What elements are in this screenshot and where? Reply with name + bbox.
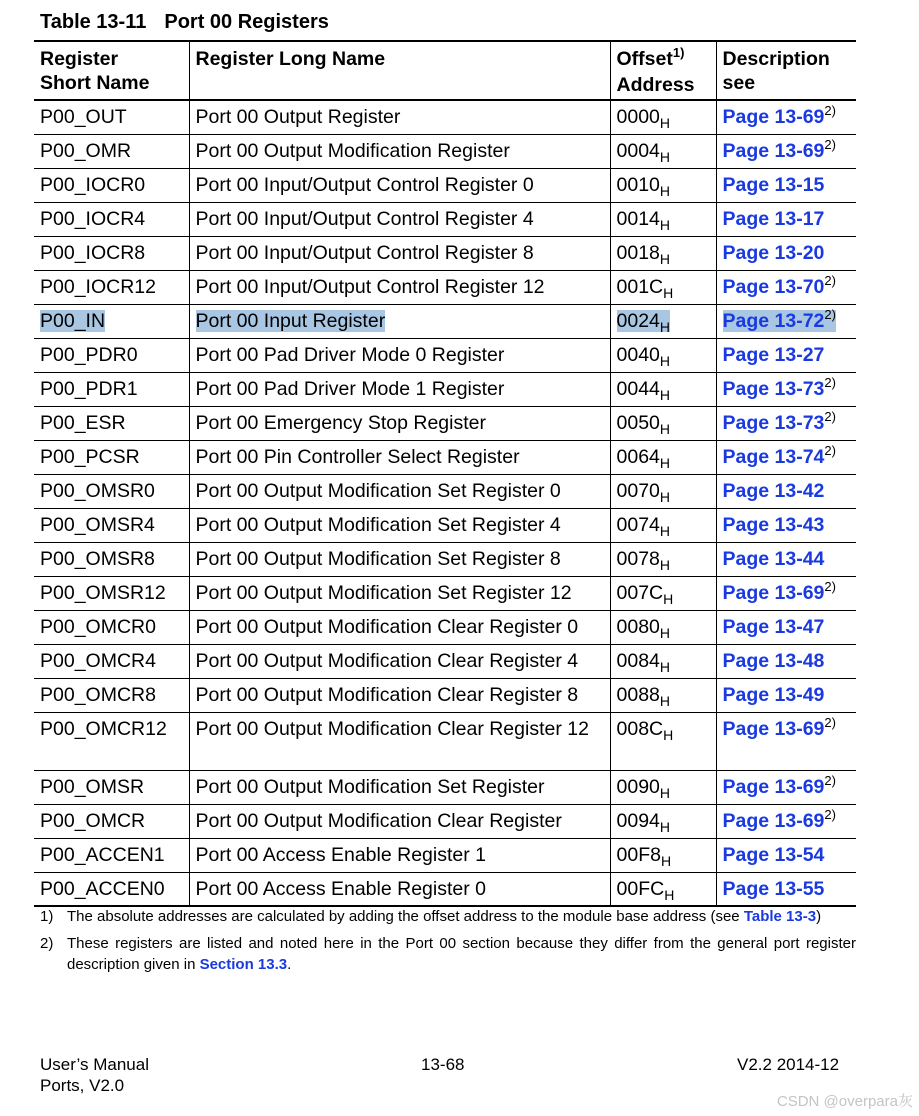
cell-offset: $0090_H$	[610, 770, 716, 804]
cell-offset: $001C_H$	[610, 270, 716, 304]
table-row	[34, 804, 856, 838]
table-row	[34, 440, 856, 474]
page-link[interactable]: Page 13-17	[722, 207, 825, 230]
page-link[interactable]: Page 13-55	[722, 877, 825, 900]
cell-description	[716, 202, 856, 236]
table-row	[34, 372, 856, 406]
cell-short-name: P00_ACCEN0	[40, 877, 165, 900]
table-row	[34, 712, 856, 770]
table-row	[34, 304, 856, 338]
page-link[interactable]: Page 13-69	[722, 581, 825, 604]
cell-long-name: Port 00 Output Modification Clear Register 4	[189, 644, 610, 678]
cell-description	[716, 508, 856, 542]
page-link[interactable]: Page 13-69	[722, 809, 825, 832]
cell-offset: $0078_H$	[610, 542, 716, 576]
cell-short-name: P00_OMSR8	[40, 547, 155, 570]
cell-offset: $0088_H$	[610, 678, 716, 712]
header-row	[34, 41, 856, 100]
table-row	[34, 838, 856, 872]
cell-description	[716, 610, 856, 644]
table-row	[34, 270, 856, 304]
cell-offset: $0014_H$	[610, 202, 716, 236]
page-link[interactable]: Page 13-44	[722, 547, 825, 570]
cell-description: Page 13-69$^{2)}$	[716, 804, 856, 838]
page-link[interactable]: Page 13-74	[722, 445, 825, 468]
table-row	[34, 508, 856, 542]
cell-short-name: P00_OMSR4	[40, 513, 155, 536]
page-link[interactable]: Page 13-72	[722, 309, 825, 332]
cell-description: Page 13-69$^{2)}$	[716, 134, 856, 168]
cell-long-name: Port 00 Pad Driver Mode 0 Register	[189, 338, 610, 372]
page-link[interactable]: Page 13-49	[722, 683, 825, 706]
cell-description: Page 13-73$^{2)}$	[716, 406, 856, 440]
cell-offset: $0080_H$	[610, 610, 716, 644]
footer-page-number: 13-68	[421, 1055, 465, 1074]
cell-short-name: P00_OMSR12	[40, 581, 166, 604]
cell-offset: $0064_H$	[610, 440, 716, 474]
page-link[interactable]: Page 13-73	[722, 411, 825, 434]
cell-long-name: Port 00 Output Modification Clear Register 0	[189, 610, 610, 644]
cell-long-name: Port 00 Input/Output Control Register 4	[189, 202, 610, 236]
footnote-2: 2) These registers are listed and noted here in the Port 00 section because they differ from the general port register description given in Section 13.3.	[40, 935, 856, 973]
header-description: Description see	[716, 41, 856, 100]
cell-description	[716, 168, 856, 202]
page-link[interactable]: Page 13-69	[722, 139, 825, 162]
cell-long-name: Port 00 Access Enable Register 0	[189, 872, 610, 906]
cell-short-name: P00_IOCR4	[40, 207, 146, 230]
cell-long-name: Port 00 Output Modification Clear Register 12	[189, 712, 610, 770]
footnote-link-table[interactable]: Table 13-3	[743, 908, 817, 925]
cell-description	[716, 236, 856, 270]
cell-offset: $008C_H$	[610, 712, 716, 770]
header-short-name: Register Short Name	[34, 41, 189, 100]
footnotes	[40, 906, 856, 981]
cell-long-name: Port 00 Output Modification Set Register 8	[189, 542, 610, 576]
page-link[interactable]: Page 13-70	[722, 275, 825, 298]
table-row	[34, 644, 856, 678]
footer-manual: User’s Manual	[40, 1055, 149, 1074]
cell-offset: $0024_H$	[610, 304, 716, 338]
table-row	[34, 406, 856, 440]
table-row	[34, 474, 856, 508]
cell-long-name: Port 00 Output Register	[189, 100, 610, 134]
cell-long-name: Port 00 Output Modification Clear Register 8	[189, 678, 610, 712]
page-link[interactable]: Page 13-69	[722, 106, 825, 128]
footnote-link-section[interactable]: Section 13.3	[199, 956, 288, 973]
table-row	[34, 542, 856, 576]
cell-long-name: Port 00 Output Modification Register	[189, 134, 610, 168]
page-link[interactable]: Page 13-69	[722, 717, 825, 740]
cell-short-name: P00_OMSR0	[40, 479, 155, 502]
cell-offset: $0084_H$	[610, 644, 716, 678]
cell-short-name: P00_OMCR	[40, 809, 146, 832]
register-table	[34, 40, 856, 907]
page-link[interactable]: Page 13-47	[722, 615, 825, 638]
page-link[interactable]: Page 13-20	[722, 241, 825, 264]
cell-description: Page 13-70$^{2)}$	[716, 270, 856, 304]
page-link[interactable]: Page 13-42	[722, 479, 825, 502]
cell-description: Page 13-69$^{2)}$	[716, 576, 856, 610]
table-row	[34, 134, 856, 168]
cell-offset: $0010_H$	[610, 168, 716, 202]
page-link[interactable]: Page 13-69	[722, 775, 825, 798]
page-link[interactable]: Page 13-43	[722, 513, 825, 536]
cell-long-name: Port 00 Pin Controller Select Register	[189, 440, 610, 474]
footnote-1: 1) The absolute addresses are calculated by adding the offset address to the module base address (see Table 13-3)	[40, 908, 822, 925]
cell-long-name: Port 00 Input/Output Control Register 12	[189, 270, 610, 304]
cell-offset: $0094_H$	[610, 804, 716, 838]
cell-short-name: P00_ACCEN1	[40, 843, 165, 866]
cell-short-name: P00_IN	[40, 309, 106, 332]
cell-description	[716, 872, 856, 906]
table-row	[34, 100, 856, 134]
cell-offset: $00FC_H$	[610, 872, 716, 906]
cell-long-name: Port 00 Input/Output Control Register 0	[189, 168, 610, 202]
cell-description	[716, 838, 856, 872]
cell-offset: $0040_H$	[610, 338, 716, 372]
table-row	[34, 610, 856, 644]
cell-offset: $0070_H$	[610, 474, 716, 508]
cell-long-name: Port 00 Output Modification Set Register 0	[189, 474, 610, 508]
cell-short-name: P00_OMCR8	[40, 683, 156, 706]
cell-long-name: Port 00 Input Register	[189, 304, 610, 338]
cell-short-name: P00_OMCR12	[40, 717, 167, 740]
table-row	[34, 338, 856, 372]
cell-description: Page 13-72$^{2)}$	[716, 304, 856, 338]
page-link[interactable]: Page 13-15	[722, 173, 825, 196]
cell-description: Page 13-69$^{2)}$	[716, 770, 856, 804]
cell-offset: $007C_H$	[610, 576, 716, 610]
cell-long-name: Port 00 Output Modification Set Register 4	[189, 508, 610, 542]
cell-long-name: Port 00 Output Modification Set Register 12	[189, 576, 610, 610]
cell-short-name: P00_OMR	[40, 139, 132, 162]
cell-short-name: P00_IOCR12	[40, 275, 156, 298]
cell-short-name: P00_PDR0	[40, 343, 138, 366]
cell-offset: $0004_H$	[610, 134, 716, 168]
cell-offset: $0050_H$	[610, 406, 716, 440]
cell-short-name: P00_IOCR0	[40, 173, 146, 196]
footer-left	[40, 1054, 149, 1096]
cell-description	[716, 542, 856, 576]
cell-short-name: P00_OMCR4	[40, 649, 156, 672]
cell-long-name: Port 00 Emergency Stop Register	[189, 406, 610, 440]
table-number: Table 13-11	[40, 11, 147, 33]
cell-description	[716, 678, 856, 712]
cell-description	[716, 474, 856, 508]
table-row	[34, 872, 856, 906]
page-link[interactable]: Page 13-27	[722, 343, 825, 366]
watermark: CSDN @overpara灰	[776, 1093, 913, 1110]
footer-version: V2.2 2014-12	[737, 1055, 840, 1074]
page-link[interactable]: Page 13-48	[722, 649, 825, 672]
cell-long-name: Port 00 Pad Driver Mode 1 Register	[189, 372, 610, 406]
table-row	[34, 202, 856, 236]
cell-long-name: Port 00 Input/Output Control Register 8	[189, 236, 610, 270]
footer-subtitle: Ports, V2.0	[40, 1076, 125, 1095]
page-link[interactable]: Page 13-54	[722, 843, 825, 866]
header-long-name: Register Long Name	[189, 41, 610, 100]
cell-short-name: P00_PCSR	[40, 445, 140, 468]
cell-description	[716, 338, 856, 372]
page-link[interactable]: Page 13-73	[722, 377, 825, 400]
header-offset: Offset$^{1)}$ Address	[610, 41, 716, 100]
table-row	[34, 168, 856, 202]
cell-long-name: Port 00 Access Enable Register 1	[189, 838, 610, 872]
cell-short-name: P00_PDR1	[40, 377, 138, 400]
table-row	[34, 678, 856, 712]
cell-short-name: P00_OMCR0	[40, 615, 156, 638]
table-row	[34, 576, 856, 610]
table-row	[34, 770, 856, 804]
cell-description: Page 13-74$^{2)}$	[716, 440, 856, 474]
cell-description: Page 13-73$^{2)}$	[716, 372, 856, 406]
cell-offset: $0018_H$	[610, 236, 716, 270]
cell-offset: $0044_H$	[610, 372, 716, 406]
cell-short-name: P00_IOCR8	[40, 241, 146, 264]
cell-offset: $0074_H$	[610, 508, 716, 542]
cell-description: Page 13-69$^{2)}$	[716, 100, 856, 134]
cell-short-name: P00_OMSR	[40, 775, 145, 798]
cell-description: Page 13-69$^{2)}$	[716, 712, 856, 770]
table-row	[34, 236, 856, 270]
cell-short-name: P00_OUT	[40, 106, 127, 128]
cell-short-name: P00_ESR	[40, 411, 126, 434]
cell-offset: $00F8_H$	[610, 838, 716, 872]
cell-long-name: Port 00 Output Modification Set Register	[189, 770, 610, 804]
table-title	[40, 10, 329, 34]
cell-description	[716, 644, 856, 678]
table-title-text: Port 00 Registers	[164, 11, 329, 33]
cell-offset: $0000_H$	[610, 100, 716, 134]
cell-long-name: Port 00 Output Modification Clear Register	[189, 804, 610, 838]
